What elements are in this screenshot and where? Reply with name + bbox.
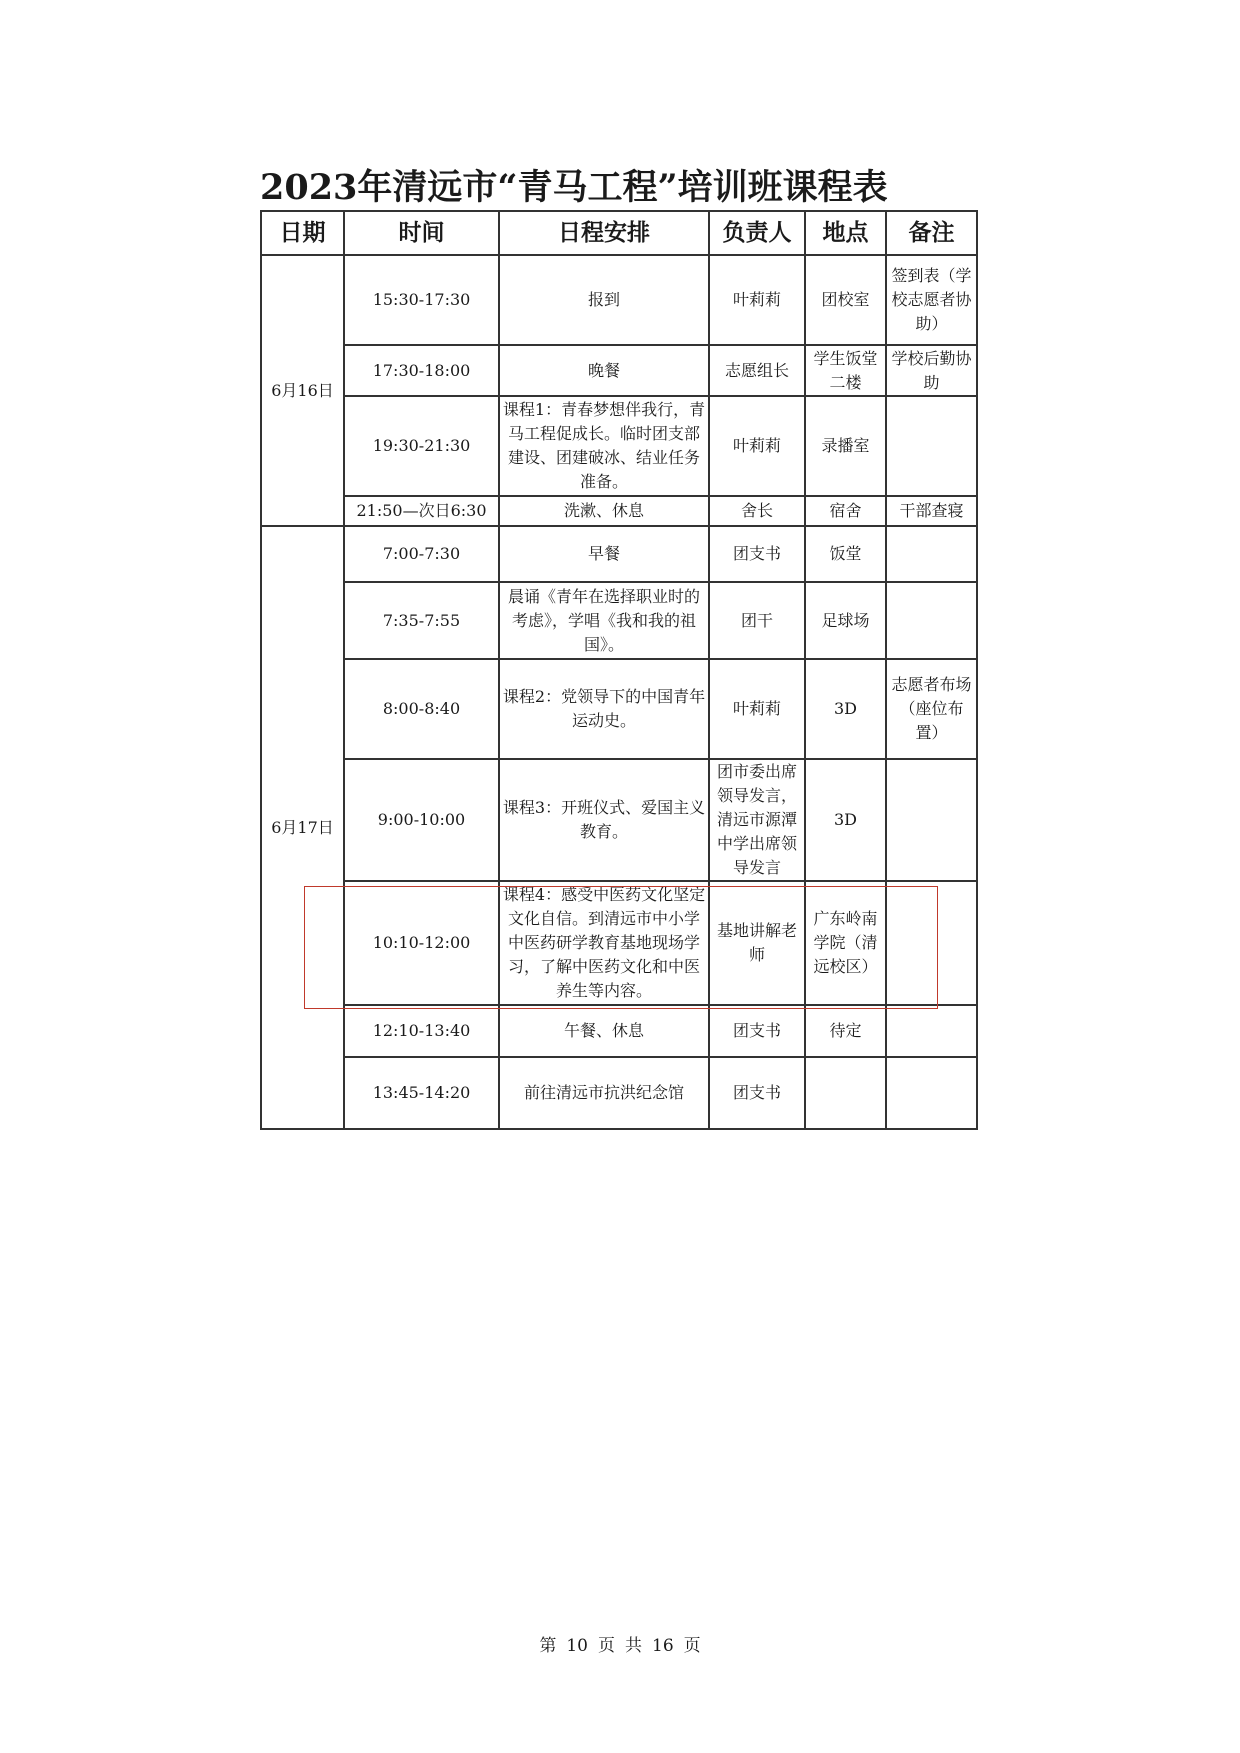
schedule-cell: 课程2：党领导下的中国青年运动史。 [499, 659, 709, 759]
note-cell [886, 396, 977, 496]
place-cell: 学生饭堂二楼 [805, 345, 886, 396]
place-cell: 录播室 [805, 396, 886, 496]
owner-cell: 团支书 [709, 1057, 805, 1129]
time-cell: 13:45-14:20 [344, 1057, 499, 1129]
table-row [261, 759, 977, 881]
footer-suffix: 页 [683, 1636, 701, 1656]
note-cell [886, 1057, 977, 1129]
footer-middle2: 共 [625, 1636, 642, 1656]
date-cell: 6月17日 [261, 526, 344, 1129]
owner-cell: 志愿组长 [709, 345, 805, 396]
note-cell: 志愿者布场（座位布置） [886, 659, 977, 759]
schedule-cell: 洗漱、休息 [499, 496, 709, 526]
place-cell: 待定 [805, 1005, 886, 1057]
schedule-cell: 课程4：感受中医药文化坚定文化自信。到清远市中小学中医药研学教育基地现场学习，了解中医药文化和中医养生等内容。 [499, 881, 709, 1005]
document-title: 2023年清远市“青马工程”培训班课程表 [260, 167, 888, 208]
schedule-cell: 课程3：开班仪式、爱国主义教育。 [499, 759, 709, 881]
place-cell: 足球场 [805, 582, 886, 659]
header-note: 备注 [886, 211, 977, 255]
total-pages: 16 [652, 1636, 674, 1656]
time-cell: 12:10-13:40 [344, 1005, 499, 1057]
page-footer [0, 1634, 1240, 1658]
table-row [261, 1057, 977, 1129]
place-cell: 3D [805, 659, 886, 759]
note-cell: 学校后勤协助 [886, 345, 977, 396]
time-cell: 10:10-12:00 [344, 881, 499, 1005]
time-cell: 8:00-8:40 [344, 659, 499, 759]
owner-cell: 团支书 [709, 526, 805, 582]
schedule-cell: 早餐 [499, 526, 709, 582]
place-cell [805, 1057, 886, 1129]
date-cell: 6月16日 [261, 255, 344, 526]
header-place: 地点 [805, 211, 886, 255]
owner-cell: 团支书 [709, 1005, 805, 1057]
table-row [261, 255, 977, 345]
schedule-cell: 前往清远市抗洪纪念馆 [499, 1057, 709, 1129]
time-cell: 9:00-10:00 [344, 759, 499, 881]
owner-cell: 叶莉莉 [709, 255, 805, 345]
note-cell [886, 582, 977, 659]
time-cell: 7:35-7:55 [344, 582, 499, 659]
note-cell: 签到表（学校志愿者协助） [886, 255, 977, 345]
schedule-cell: 晨诵《青年在选择职业时的考虑》，学唱《我和我的祖国》。 [499, 582, 709, 659]
time-cell: 21:50—次日6:30 [344, 496, 499, 526]
table-row [261, 345, 977, 396]
time-cell: 15:30-17:30 [344, 255, 499, 345]
owner-cell: 团干 [709, 582, 805, 659]
table-row [261, 582, 977, 659]
schedule-cell: 晚餐 [499, 345, 709, 396]
note-cell [886, 759, 977, 881]
note-cell [886, 881, 977, 1005]
footer-prefix: 第 [539, 1636, 557, 1656]
note-cell [886, 526, 977, 582]
note-cell [886, 1005, 977, 1057]
table-row [261, 396, 977, 496]
time-cell: 17:30-18:00 [344, 345, 499, 396]
header-time: 时间 [344, 211, 499, 255]
place-cell: 宿舍 [805, 496, 886, 526]
owner-cell: 叶莉莉 [709, 396, 805, 496]
header-schedule: 日程安排 [499, 211, 709, 255]
table-row [261, 881, 977, 1005]
header-date: 日期 [261, 211, 344, 255]
owner-cell: 舍长 [709, 496, 805, 526]
header-owner: 负责人 [709, 211, 805, 255]
footer-middle1: 页 [598, 1636, 615, 1656]
place-cell: 团校室 [805, 255, 886, 345]
place-cell: 广东岭南学院（清远校区） [805, 881, 886, 1005]
table-header-row [261, 211, 977, 255]
page-number: 10 [566, 1636, 588, 1656]
schedule-cell: 课程1：青春梦想伴我行，青马工程促成长。临时团支部建设、团建破冰、结业任务准备。 [499, 396, 709, 496]
owner-cell: 基地讲解老师 [709, 881, 805, 1005]
place-cell: 饭堂 [805, 526, 886, 582]
note-cell: 干部查寝 [886, 496, 977, 526]
owner-cell: 团市委出席领导发言，清远市源潭中学出席领导发言 [709, 759, 805, 881]
table-row [261, 659, 977, 759]
schedule-table [260, 210, 978, 1130]
place-cell: 3D [805, 759, 886, 881]
time-cell: 19:30-21:30 [344, 396, 499, 496]
table-row [261, 496, 977, 526]
schedule-cell: 报到 [499, 255, 709, 345]
schedule-cell: 午餐、休息 [499, 1005, 709, 1057]
time-cell: 7:00-7:30 [344, 526, 499, 582]
table-row [261, 526, 977, 582]
table-row [261, 1005, 977, 1057]
owner-cell: 叶莉莉 [709, 659, 805, 759]
